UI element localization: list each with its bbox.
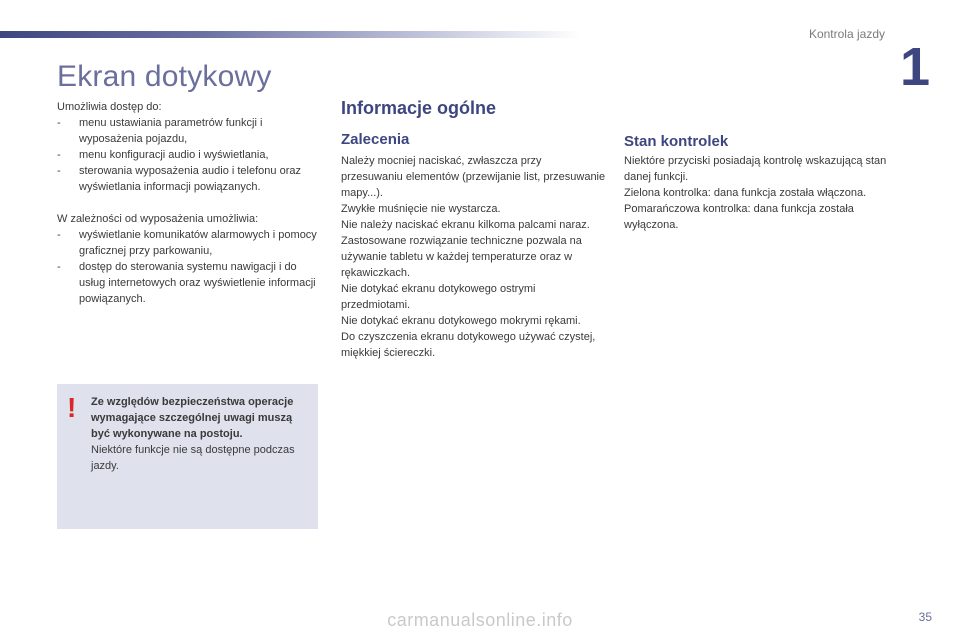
paragraph: Do czyszczenia ekranu dotykowego używać czystej, miękkiej ściereczki. xyxy=(341,331,596,359)
header-gradient-bar xyxy=(0,31,580,38)
intro-list xyxy=(57,115,322,195)
paragraph: Zwykłe muśnięcie nie wystarcza. xyxy=(341,203,501,215)
list-item xyxy=(57,163,322,195)
list-dash: - xyxy=(57,165,61,177)
paragraph: Zielona kontrolka: dana funkcja została włączona. xyxy=(624,187,867,199)
list-item-text: dostęp do sterowania systemu nawigacji i do usług internetowych oraz wyświetlenie informacji powiązanych. xyxy=(79,261,316,305)
paragraph: Należy mocniej naciskać, zwłaszcza przy przesuwaniu elementów (przewijanie list, przesuwanie mapy...). xyxy=(341,155,606,199)
list-item-text: menu ustawiania parametrów funkcji i wyposażenia pojazdu, xyxy=(79,117,263,145)
list-dash: - xyxy=(57,149,61,161)
warning-bold-text: Ze względów bezpieczeństwa operacje wymagające szczególnej uwagi muszą być wykonywane na postoju. xyxy=(91,396,294,440)
list-item xyxy=(57,147,322,163)
list-dash: - xyxy=(57,117,61,129)
paragraph: Zastosowane rozwiązanie techniczne pozwala na używanie tabletu w każdej temperaturze oraz w rękawiczkach. xyxy=(341,235,582,279)
paragraph: Nie dotykać ekranu dotykowego ostrymi przedmiotami. xyxy=(341,283,536,311)
chapter-number: 1 xyxy=(899,37,930,97)
list-item xyxy=(57,259,322,307)
list-item-text: sterowania wyposażenia audio i telefonu oraz wyświetlania informacji powiązanych. xyxy=(79,165,301,193)
spacer xyxy=(57,195,322,211)
recommendations-heading: Zalecenia xyxy=(341,131,410,148)
paragraph: Nie dotykać ekranu dotykowego mokrymi rękami. xyxy=(341,315,581,327)
safety-warning-box xyxy=(57,384,318,529)
list-item xyxy=(57,227,322,259)
warning-text xyxy=(91,394,301,474)
general-info-heading: Informacje ogólne xyxy=(341,98,497,118)
warning-normal-text: Niektóre funkcje nie są dostępne podczas jazdy. xyxy=(91,444,295,472)
watermark: carmanualsonline.info xyxy=(387,610,573,630)
paragraph: Niektóre przyciski posiadają kontrolę wskazującą stan danej funkcji. xyxy=(624,155,887,183)
paragraph: Pomarańczowa kontrolka: dana funkcja została wyłączona. xyxy=(624,203,854,231)
intro-lead: Umożliwia dostęp do: xyxy=(57,101,162,113)
intro-lead-2: W zależności od wyposażenia umożliwia: xyxy=(57,213,259,225)
warning-icon: ! xyxy=(67,392,77,423)
page-number: 35 xyxy=(918,610,932,624)
list-item-text: menu konfiguracji audio i wyświetlania, xyxy=(79,149,269,161)
indicators-heading: Stan kontrolek xyxy=(624,133,729,150)
section-name: Kontrola jazdy xyxy=(808,27,885,41)
paragraph: Nie należy naciskać ekranu kilkoma palcami naraz. xyxy=(341,219,590,231)
list-item xyxy=(57,115,322,147)
list-item-text: wyświetlanie komunikatów alarmowych i pomocy graficznej przy parkowaniu, xyxy=(79,229,317,257)
recommendations-body xyxy=(341,153,606,361)
intro-list-2 xyxy=(57,227,322,307)
intro-column xyxy=(57,99,322,307)
list-dash: - xyxy=(57,261,61,273)
page-title: Ekran dotykowy xyxy=(57,60,272,93)
list-dash: - xyxy=(57,229,61,241)
indicators-body xyxy=(624,153,894,233)
